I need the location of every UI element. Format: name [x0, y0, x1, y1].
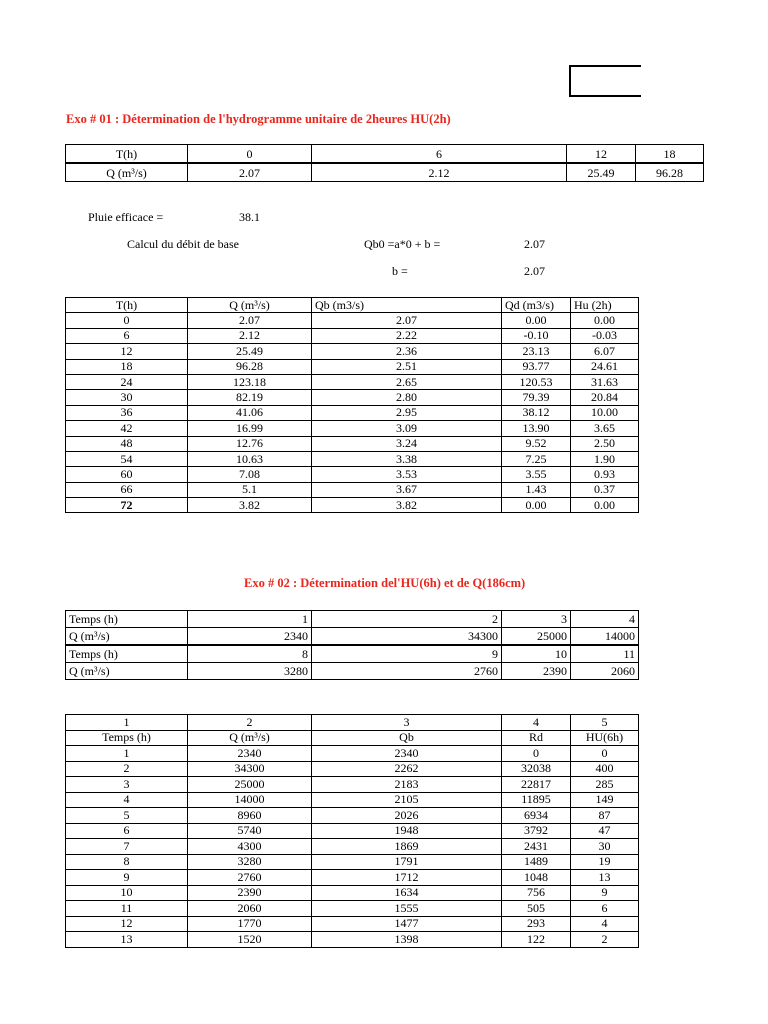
table-row — [66, 374, 639, 389]
column-header: Qb (m3/s) — [312, 298, 502, 313]
table-cell: 7 — [66, 839, 188, 855]
exo2-title: Exo # 02 : Détermination del'HU(6h) et de Q(186cm) — [244, 576, 526, 590]
table-cell: 25.49 — [188, 344, 312, 359]
table-row — [66, 761, 639, 777]
table-cell: 2060 — [571, 663, 639, 680]
table-cell: 0.00 — [571, 313, 639, 328]
table-row — [66, 808, 639, 824]
table-cell: 1 — [66, 746, 188, 762]
b-value: 2.07 — [524, 264, 545, 278]
table-cell: 2.36 — [312, 344, 502, 359]
table-cell: 9 — [66, 870, 188, 886]
table-cell: 16.99 — [188, 421, 312, 436]
column-header: Q (m³/s) — [188, 298, 312, 313]
table-cell: Q (m³/s) — [66, 663, 188, 680]
table-cell: 41.06 — [188, 405, 312, 420]
column-number: 1 — [66, 715, 188, 731]
table-cell: 10 — [502, 645, 571, 663]
table-row — [66, 746, 639, 762]
table-cell: 12 — [567, 145, 636, 164]
table-cell: 4 — [571, 611, 639, 628]
table-cell: 96.28 — [188, 359, 312, 374]
table-cell: 11895 — [502, 792, 571, 808]
pluie-label: Pluie efficace = — [88, 210, 164, 224]
table-cell: 12 — [66, 344, 188, 359]
table-cell: 1555 — [312, 901, 502, 917]
table-cell: 3280 — [188, 854, 312, 870]
table-cell: 1770 — [188, 916, 312, 932]
column-header: Temps (h) — [66, 730, 188, 746]
table-cell: Temps (h) — [66, 611, 188, 628]
table-cell: 18 — [66, 359, 188, 374]
table-cell: 0.93 — [571, 467, 639, 482]
table-cell: 2431 — [502, 839, 571, 855]
table-cell: Temps (h) — [66, 645, 188, 663]
table-cell: 1634 — [312, 885, 502, 901]
table-cell: 1869 — [312, 839, 502, 855]
column-header: Rd — [502, 730, 571, 746]
table-cell: 0 — [502, 746, 571, 762]
table-cell: 34300 — [188, 761, 312, 777]
table-cell: 25000 — [502, 628, 571, 646]
table-cell: 6934 — [502, 808, 571, 824]
table-cell: 400 — [571, 761, 639, 777]
table-cell: -0.10 — [502, 328, 571, 343]
table-cell: 5.1 — [188, 482, 312, 497]
table-cell: 149 — [571, 792, 639, 808]
table-cell: 2183 — [312, 777, 502, 793]
exo2-data-table — [65, 610, 639, 680]
table-header-row — [66, 298, 639, 313]
table-row — [66, 916, 639, 932]
table-cell: 2340 — [188, 628, 312, 646]
table-cell: 1520 — [188, 932, 312, 948]
table-cell: 24 — [66, 374, 188, 389]
table-cell: 0.00 — [502, 498, 571, 513]
table-cell: 505 — [502, 901, 571, 917]
table-row — [66, 792, 639, 808]
table-row — [66, 405, 639, 420]
header-cell-box — [569, 65, 641, 97]
table-cell: 1 — [188, 611, 312, 628]
column-header: Hu (2h) — [571, 298, 639, 313]
table-cell: 3.65 — [571, 421, 639, 436]
column-header: HU(6h) — [571, 730, 639, 746]
table-cell: 6 — [66, 823, 188, 839]
table-cell: 6.07 — [571, 344, 639, 359]
table-cell: 22817 — [502, 777, 571, 793]
table-row — [66, 436, 639, 451]
table-cell: 1948 — [312, 823, 502, 839]
table-body — [66, 313, 639, 513]
table-cell: 9 — [312, 645, 502, 663]
table-cell: 11 — [66, 901, 188, 917]
table-cell: 25.49 — [567, 163, 636, 182]
table-cell: 32038 — [502, 761, 571, 777]
table-cell: 3.38 — [312, 451, 502, 466]
table-cell: 12 — [66, 916, 188, 932]
table-cell: Q (m³/s) — [66, 628, 188, 646]
table-cell: T(h) — [66, 145, 188, 164]
table-cell: 1477 — [312, 916, 502, 932]
table-cell: 2.22 — [312, 328, 502, 343]
table-cell: 2.51 — [312, 359, 502, 374]
table-cell: 3.55 — [502, 467, 571, 482]
table-row — [66, 777, 639, 793]
table-row — [66, 628, 639, 646]
table-cell: 82.19 — [188, 390, 312, 405]
table-cell: 2 — [66, 761, 188, 777]
table-cell: -0.03 — [571, 328, 639, 343]
table-cell: 10.00 — [571, 405, 639, 420]
table-cell: 2340 — [312, 746, 502, 762]
table-cell: 54 — [66, 451, 188, 466]
table-cell: 25000 — [188, 777, 312, 793]
table-cell: 5 — [66, 808, 188, 824]
table-cell: 293 — [502, 916, 571, 932]
table-cell: 6 — [312, 145, 567, 164]
table-cell: 0 — [188, 145, 312, 164]
table-cell: 4 — [66, 792, 188, 808]
table-cell: 3.82 — [312, 498, 502, 513]
table-cell: 2.50 — [571, 436, 639, 451]
table-row — [66, 854, 639, 870]
table-cell: 1.43 — [502, 482, 571, 497]
table-cell: 2.07 — [188, 313, 312, 328]
table-row — [66, 344, 639, 359]
table-row — [66, 163, 704, 182]
table-row — [66, 313, 639, 328]
table-cell: 13 — [66, 932, 188, 948]
table-cell: 2340 — [188, 746, 312, 762]
table-cell: 7.25 — [502, 451, 571, 466]
table-cell: 47 — [571, 823, 639, 839]
table-row — [66, 421, 639, 436]
table-cell: 0 — [66, 313, 188, 328]
table-cell: 30 — [571, 839, 639, 855]
table-cell: 8 — [188, 645, 312, 663]
table-cell: 3 — [502, 611, 571, 628]
table-cell: 2.80 — [312, 390, 502, 405]
table-row — [66, 359, 639, 374]
table-cell: 34300 — [312, 628, 502, 646]
table-cell: 87 — [571, 808, 639, 824]
column-number: 4 — [502, 715, 571, 731]
table-cell: 122 — [502, 932, 571, 948]
table-cell: 2.12 — [312, 163, 567, 182]
table-cell: 2026 — [312, 808, 502, 824]
table-row — [66, 328, 639, 343]
table-cell: 2060 — [188, 901, 312, 917]
table-cell: 48 — [66, 436, 188, 451]
table-cell: 79.39 — [502, 390, 571, 405]
column-header: Q (m³/s) — [188, 730, 312, 746]
qb0-label: Qb0 =a*0 + b = — [364, 237, 441, 251]
column-number: 3 — [312, 715, 502, 731]
table-row — [66, 870, 639, 886]
table-cell: 3.82 — [188, 498, 312, 513]
table-cell: 72 — [66, 498, 188, 513]
table-row — [66, 390, 639, 405]
table-cell: 36 — [66, 405, 188, 420]
table-cell: 3.53 — [312, 467, 502, 482]
table-cell: 2.07 — [188, 163, 312, 182]
table-cell: 2.07 — [312, 313, 502, 328]
table-cell: 96.28 — [636, 163, 704, 182]
table-cell: 2.95 — [312, 405, 502, 420]
table-cell: 2760 — [188, 870, 312, 886]
table-cell: 9.52 — [502, 436, 571, 451]
table-cell: 66 — [66, 482, 188, 497]
b-label: b = — [392, 264, 408, 278]
table-cell: 3.09 — [312, 421, 502, 436]
table-cell: 285 — [571, 777, 639, 793]
table-row — [66, 839, 639, 855]
table-cell: 8960 — [188, 808, 312, 824]
table-cell: 3.24 — [312, 436, 502, 451]
table-header-row — [66, 730, 639, 746]
table-row — [66, 611, 639, 628]
table-cell: 60 — [66, 467, 188, 482]
table-cell: 10 — [66, 885, 188, 901]
table-cell: 31.63 — [571, 374, 639, 389]
table-cell: 0.00 — [502, 313, 571, 328]
table-row — [66, 145, 704, 164]
table-row — [66, 823, 639, 839]
table-cell: 14000 — [571, 628, 639, 646]
table-cell: 2 — [571, 932, 639, 948]
table-cell: 10.63 — [188, 451, 312, 466]
table-row — [66, 645, 639, 663]
table-cell: 93.77 — [502, 359, 571, 374]
table-cell: 19 — [571, 854, 639, 870]
table-cell: 13 — [571, 870, 639, 886]
exo2-main-table — [65, 714, 639, 948]
table-cell: 23.13 — [502, 344, 571, 359]
table-cell: 20.84 — [571, 390, 639, 405]
table-cell: 0.37 — [571, 482, 639, 497]
table-cell: 1791 — [312, 854, 502, 870]
table-cell: 120.53 — [502, 374, 571, 389]
column-header: T(h) — [66, 298, 188, 313]
pluie-value: 38.1 — [239, 210, 260, 224]
table-cell: 2 — [312, 611, 502, 628]
exo1-data-table — [65, 144, 704, 182]
table-cell: 2390 — [502, 663, 571, 680]
column-header: Qb — [312, 730, 502, 746]
table-row — [66, 901, 639, 917]
table-cell: 123.18 — [188, 374, 312, 389]
column-number: 2 — [188, 715, 312, 731]
table-cell: 4 — [571, 916, 639, 932]
table-row — [66, 932, 639, 948]
table-cell: 2760 — [312, 663, 502, 680]
table-cell: 38.12 — [502, 405, 571, 420]
table-row — [66, 467, 639, 482]
table-cell: Q (m³/s) — [66, 163, 188, 182]
qb0-value: 2.07 — [524, 237, 545, 251]
table-cell: 0 — [571, 746, 639, 762]
table-row — [66, 498, 639, 513]
table-cell: 2.12 — [188, 328, 312, 343]
column-number: 5 — [571, 715, 639, 731]
calc-label: Calcul du débit de base — [127, 237, 239, 251]
table-cell: 9 — [571, 885, 639, 901]
table-cell: 2105 — [312, 792, 502, 808]
table-cell: 1712 — [312, 870, 502, 886]
exo1-title: Exo # 01 : Détermination de l'hydrogramme unitaire de 2heures HU(2h) — [66, 112, 451, 126]
table-cell: 2.65 — [312, 374, 502, 389]
table-cell: 1489 — [502, 854, 571, 870]
table-cell: 7.08 — [188, 467, 312, 482]
table-body — [66, 746, 639, 948]
table-cell: 0.00 — [571, 498, 639, 513]
table-cell: 5740 — [188, 823, 312, 839]
table-row — [66, 885, 639, 901]
table-cell: 3.67 — [312, 482, 502, 497]
table-cell: 2262 — [312, 761, 502, 777]
table-cell: 42 — [66, 421, 188, 436]
table-cell: 1.90 — [571, 451, 639, 466]
table-row — [66, 663, 639, 680]
table-cell: 6 — [571, 901, 639, 917]
table-body — [66, 611, 639, 680]
table-cell: 1048 — [502, 870, 571, 886]
table-cell: 13.90 — [502, 421, 571, 436]
table-cell: 2390 — [188, 885, 312, 901]
table-cell: 30 — [66, 390, 188, 405]
table-cell: 4300 — [188, 839, 312, 855]
table-cell: 14000 — [188, 792, 312, 808]
table-cell: 3 — [66, 777, 188, 793]
exo1-main-table — [65, 297, 639, 513]
column-header: Qd (m3/s) — [502, 298, 571, 313]
table-cell: 18 — [636, 145, 704, 164]
column-number-row — [66, 715, 639, 731]
table-cell: 11 — [571, 645, 639, 663]
table-row — [66, 451, 639, 466]
table-cell: 8 — [66, 854, 188, 870]
table-cell: 1398 — [312, 932, 502, 948]
table-cell: 24.61 — [571, 359, 639, 374]
table-cell: 12.76 — [188, 436, 312, 451]
table-cell: 756 — [502, 885, 571, 901]
table-row — [66, 482, 639, 497]
table-cell: 3280 — [188, 663, 312, 680]
table-cell: 6 — [66, 328, 188, 343]
table-cell: 3792 — [502, 823, 571, 839]
